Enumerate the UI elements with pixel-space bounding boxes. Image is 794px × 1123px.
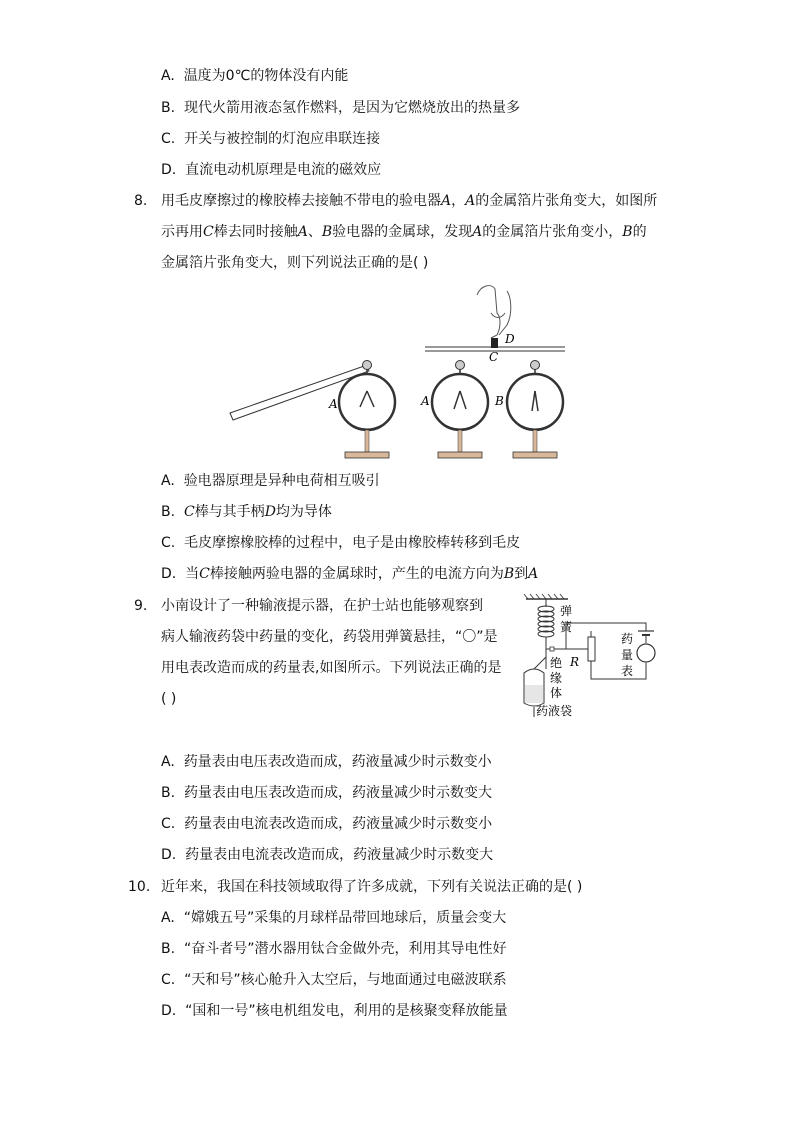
q8-option-a: A. 验电器原理是异种电荷相互吸引 [161, 473, 380, 489]
q9-option-d: D. 药量表由电流表改造而成，药液量减少时示数变大 [161, 847, 494, 863]
label-a-right: A [421, 394, 430, 408]
q8-option-d: D. 当C棒接触两验电器的金属球时，产生的电流方向为B到A [161, 566, 539, 582]
q9-number: 9. [134, 598, 148, 614]
bag-label: 药液袋 [536, 704, 573, 718]
spring-label-1: 弹 [560, 604, 573, 618]
battery-icon [638, 631, 654, 635]
q10-option-c: C. “天和号”核心舱升入太空后，与地面通过电磁波联系 [161, 972, 507, 988]
q8-electroscope-figure [225, 283, 575, 463]
q7-option-d: D. 直流电动机原理是电流的磁效应 [161, 162, 382, 178]
q10-number: 10. [128, 879, 151, 895]
hand-icon [477, 286, 511, 338]
meter-icon [637, 644, 655, 662]
meter-label-2: 量 [621, 648, 634, 662]
q8-stem-line2: 示再用C棒去同时接触A、B验电器的金属球，发现A的金属箔片张角变小，B的 [161, 224, 647, 240]
q9-option-c: C. 药量表由电流表改造而成，药液量减少时示数变小 [161, 816, 493, 832]
meter-label-1: 药 [621, 632, 634, 646]
resistor-label: R [570, 655, 580, 669]
electroscope-b [507, 361, 563, 459]
q9-option-b: B. 药量表由电压表改造而成，药液量减少时示数变大 [161, 785, 492, 801]
q9-stem-line1: 小南设计了一种输液提示器，在护士站也能够观察到 [161, 598, 483, 614]
label-b: B [495, 394, 504, 408]
q7-option-a: A. 温度为0℃的物体没有内能 [161, 68, 349, 84]
q10-option-a: A. “嫦娥五号”采集的月球样品带回地球后，质量会变大 [161, 910, 507, 926]
spring-label-2: 簧 [560, 620, 573, 634]
q9-infusion-figure [506, 593, 676, 723]
label-a-left: A [329, 397, 338, 411]
label-d: D [505, 332, 515, 346]
electroscope-a-right [432, 361, 488, 459]
insulator-label-1: 绝 [550, 656, 563, 670]
resistor [588, 637, 595, 661]
q9-stem-line4: ( ) [161, 691, 177, 707]
q8-number: 8. [134, 193, 148, 209]
label-c: C [489, 350, 499, 364]
q10-stem: 近年来，我国在科技领域取得了许多成就，下列有关说法正确的是( ) [161, 879, 583, 895]
q9-stem-line2: 病人输液药袋中药量的变化，药袋用弹簧悬挂，“〇”是 [161, 629, 498, 645]
q7-option-c: C. 开关与被控制的灯泡应串联连接 [161, 131, 381, 147]
insulator-label-2: 缘 [550, 671, 563, 685]
q9-stem-line3: 用电表改造而成的药量表,如图所示。下列说法正确的是 [161, 660, 502, 676]
meter-label-3: 表 [621, 664, 634, 678]
insulator-label-3: 体 [550, 686, 563, 700]
q10-option-b: B. “奋斗者号”潜水器用钛合金做外壳，利用其导电性好 [161, 941, 507, 957]
q9-option-a: A. 药量表由电压表改造而成，药液量减少时示数变小 [161, 754, 492, 770]
q8-option-b: B. C棒与其手柄D均为导体 [161, 504, 332, 520]
q8-option-c: C. 毛皮摩擦橡胶棒的过程中，电子是由橡胶棒转移到毛皮 [161, 535, 521, 551]
spring [538, 599, 554, 645]
q10-option-d: D. “国和一号”核电机组发电，利用的是核聚变释放能量 [161, 1003, 508, 1019]
q7-option-b: B. 现代火箭用液态氢作燃料，是因为它燃烧放出的热量多 [161, 100, 520, 116]
q8-stem-line3: 金属箔片张角变大，则下列说法正确的是( ) [161, 255, 429, 271]
q8-stem-line1: 用毛皮摩擦过的橡胶棒去接触不带电的验电器A，A的金属箔片张角变大，如图所 [161, 193, 658, 209]
